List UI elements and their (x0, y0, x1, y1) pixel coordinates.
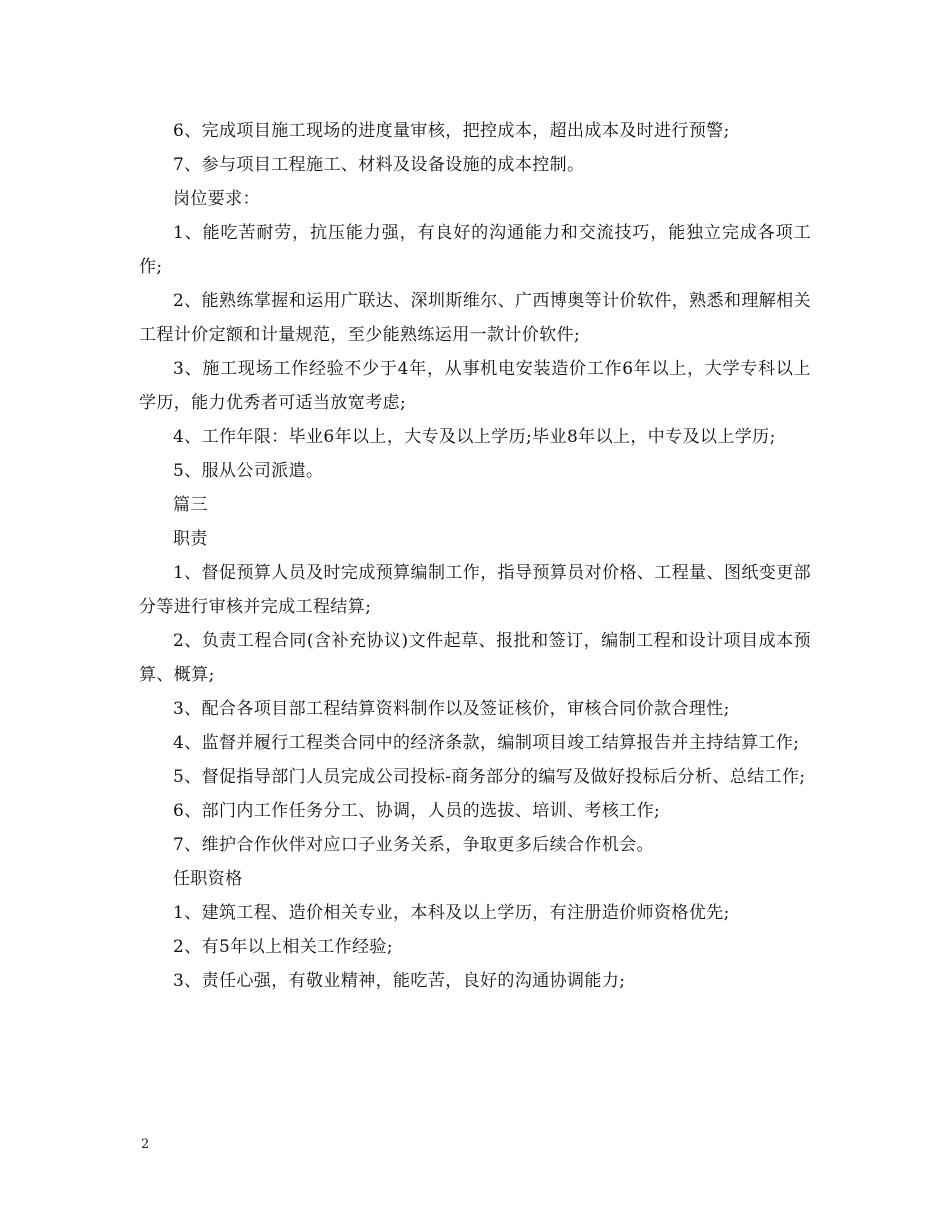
paragraph: 5、督促指导部门人员完成公司投标-商务部分的编写及做好投标后分析、总结工作; (173, 767, 806, 787)
paragraph: 3、责任心强，有敬业精神，能吃苦，良好的沟通协调能力; (173, 971, 626, 991)
section-heading: 任职资格 (173, 869, 243, 889)
section-heading: 岗位要求： (173, 189, 260, 209)
paragraph: 1、建筑工程、造价相关专业，本科及以上学历，有注册造价师资格优先; (173, 903, 730, 923)
paragraph: 3、施工现场工作经验不少于4年，从事机电安装造价工作6年以上，大学专科以上学历，能力优秀者可适当放宽考虑; (139, 359, 811, 413)
paragraph: 4、工作年限：毕业6年以上，大专及以上学历;毕业8年以上，中专及以上学历; (173, 427, 776, 447)
page-number: 2 (141, 1137, 150, 1152)
paragraph: 7、参与项目工程施工、材料及设备设施的成本控制。 (173, 155, 585, 175)
paragraph: 2、能熟练掌握和运用广联达、深圳斯维尔、广西博奥等计价软件，熟悉和理解相关工程计价定额和计量规范，至少能熟练运用一款计价软件; (139, 291, 811, 345)
section-heading: 职责 (173, 529, 208, 549)
paragraph: 5、服从公司派遣。 (173, 461, 324, 481)
paragraph: 3、配合各项目部工程结算资料制作以及签证核价，审核合同价款合理性; (173, 699, 730, 719)
paragraph: 2、有5年以上相关工作经验; (173, 937, 393, 957)
paragraph: 1、能吃苦耐劳，抗压能力强，有良好的沟通能力和交流技巧，能独立完成各项工作; (139, 223, 811, 277)
paragraph: 2、负责工程合同(含补充协议)文件起草、报批和签订，编制工程和设计项目成本预算、概算; (139, 631, 811, 685)
paragraph: 4、监督并履行工程类合同中的经济条款，编制项目竣工结算报告并主持结算工作; (173, 733, 800, 753)
paragraph: 6、部门内工作任务分工、协调，人员的选拔、培训、考核工作; (173, 801, 661, 821)
paragraph: 6、完成项目施工现场的进度量审核，把控成本，超出成本及时进行预警; (173, 121, 730, 141)
paragraph: 7、维护合作伙伴对应口子业务关系，争取更多后续合作机会。 (173, 835, 655, 855)
document-body (139, 114, 811, 998)
section-heading: 篇三 (173, 495, 208, 515)
paragraph: 1、督促预算人员及时完成预算编制工作，指导预算员对价格、工程量、图纸变更部分等进行审核并完成工程结算; (139, 563, 811, 617)
